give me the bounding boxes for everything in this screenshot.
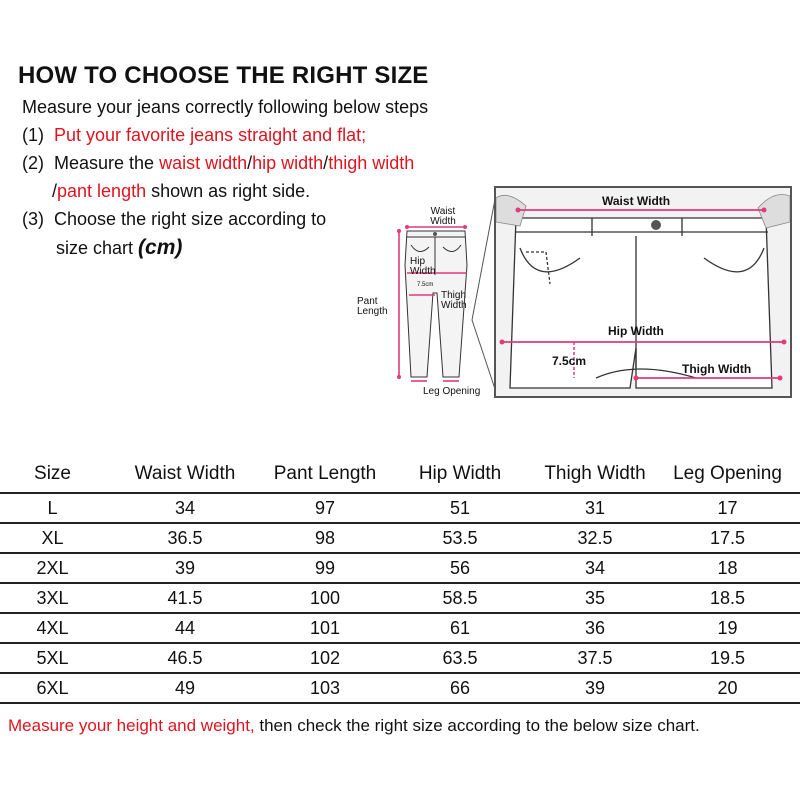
step-2-prefix: Measure the (54, 153, 160, 173)
cell-thigh: 35 (535, 583, 655, 613)
table-row (0, 493, 800, 523)
cell-thigh: 39 (535, 673, 655, 703)
step-2-sep-2: / (323, 153, 329, 173)
cell-pant: 100 (265, 583, 385, 613)
step-2 (22, 153, 414, 174)
unit-cm: (cm) (138, 236, 183, 259)
header-size: Size (0, 456, 105, 493)
step-3-continued (56, 236, 182, 260)
small-leg-label: Leg Opening (423, 386, 481, 397)
step-2b-slash: / (52, 181, 58, 201)
cell-waist: 49 (105, 673, 265, 703)
cell-waist: 44 (105, 613, 265, 643)
page-title: HOW TO CHOOSE THE RIGHT SIZE (18, 62, 429, 89)
footer-note (8, 716, 700, 736)
cell-size: 4XL (0, 613, 105, 643)
cell-size: 6XL (0, 673, 105, 703)
step-2-thigh: thigh width (328, 153, 415, 173)
cell-pant: 101 (265, 613, 385, 643)
cell-size: 5XL (0, 643, 105, 673)
header-pant: Pant Length (265, 456, 385, 493)
large-hip-label: Hip Width (608, 324, 664, 338)
cell-thigh: 31 (535, 493, 655, 523)
step-1-number: (1) (22, 125, 44, 145)
table-row (0, 523, 800, 553)
cell-leg: 19 (655, 613, 800, 643)
step-1-text: Put your favorite jeans straight and flat; (54, 125, 367, 145)
small-pant-label: Pant Length (357, 296, 388, 317)
cell-waist: 34 (105, 493, 265, 523)
step-2b-rest: shown as right side. (146, 181, 311, 201)
size-chart-table (0, 456, 800, 704)
step-2-waist: waist width (159, 153, 248, 173)
cell-leg: 18 (655, 553, 800, 583)
header-thigh: Thigh Width (535, 456, 655, 493)
table-row (0, 643, 800, 673)
cell-size: L (0, 493, 105, 523)
cell-hip: 66 (385, 673, 535, 703)
small-thigh-label: Thigh Width (441, 290, 467, 311)
cell-leg: 19.5 (655, 643, 800, 673)
step-1 (22, 125, 366, 146)
cell-thigh: 32.5 (535, 523, 655, 553)
cell-pant: 102 (265, 643, 385, 673)
cell-hip: 61 (385, 613, 535, 643)
cell-size: XL (0, 523, 105, 553)
large-jeans-diagram (494, 186, 792, 398)
cell-thigh: 36 (535, 613, 655, 643)
large-waist-label: Waist Width (602, 194, 671, 208)
table-row (0, 583, 800, 613)
cell-pant: 97 (265, 493, 385, 523)
cell-pant: 98 (265, 523, 385, 553)
large-thigh-label: Thigh Width (682, 362, 752, 376)
cell-waist: 36.5 (105, 523, 265, 553)
cell-thigh: 37.5 (535, 643, 655, 673)
intro-text: Measure your jeans correctly following below steps (22, 97, 429, 117)
table-row (0, 553, 800, 583)
header-hip: Hip Width (385, 456, 535, 493)
cell-hip: 58.5 (385, 583, 535, 613)
step-3-number: (3) (22, 209, 44, 229)
cell-pant: 103 (265, 673, 385, 703)
cell-leg: 18.5 (655, 583, 800, 613)
cell-pant: 99 (265, 553, 385, 583)
small-hip-label: Hip Width (410, 256, 436, 277)
cell-size: 3XL (0, 583, 105, 613)
header-leg: Leg Opening (655, 456, 800, 493)
cell-hip: 56 (385, 553, 535, 583)
step-3-text: Choose the right size according to (54, 209, 327, 229)
cell-leg: 17.5 (655, 523, 800, 553)
large-measure-label: 7.5cm (552, 354, 587, 368)
cell-hip: 51 (385, 493, 535, 523)
cell-leg: 17 (655, 493, 800, 523)
step-2-number: (2) (22, 153, 44, 173)
small-waist-label: Waist Width (430, 206, 456, 227)
cell-hip: 63.5 (385, 643, 535, 673)
cell-waist: 46.5 (105, 643, 265, 673)
table-row (0, 673, 800, 703)
small-measure-label: 7.5cm (417, 282, 434, 288)
step-3 (22, 209, 326, 230)
cell-leg: 20 (655, 673, 800, 703)
step-3b-text: size chart (56, 238, 139, 258)
step-2-sep-1: / (247, 153, 253, 173)
cell-thigh: 34 (535, 553, 655, 583)
cell-hip: 53.5 (385, 523, 535, 553)
footer-red-text: Measure your height and weight, (8, 716, 255, 735)
cell-size: 2XL (0, 553, 105, 583)
footer-rest-text: then check the right size according to the below size chart. (254, 716, 700, 735)
table-header-row (0, 456, 800, 493)
step-2-hip: hip width (252, 153, 324, 173)
table-row (0, 613, 800, 643)
cell-waist: 41.5 (105, 583, 265, 613)
step-2b-pant: pant length (57, 181, 147, 201)
step-2-continued (52, 181, 310, 202)
cell-waist: 39 (105, 553, 265, 583)
header-waist: Waist Width (105, 456, 265, 493)
